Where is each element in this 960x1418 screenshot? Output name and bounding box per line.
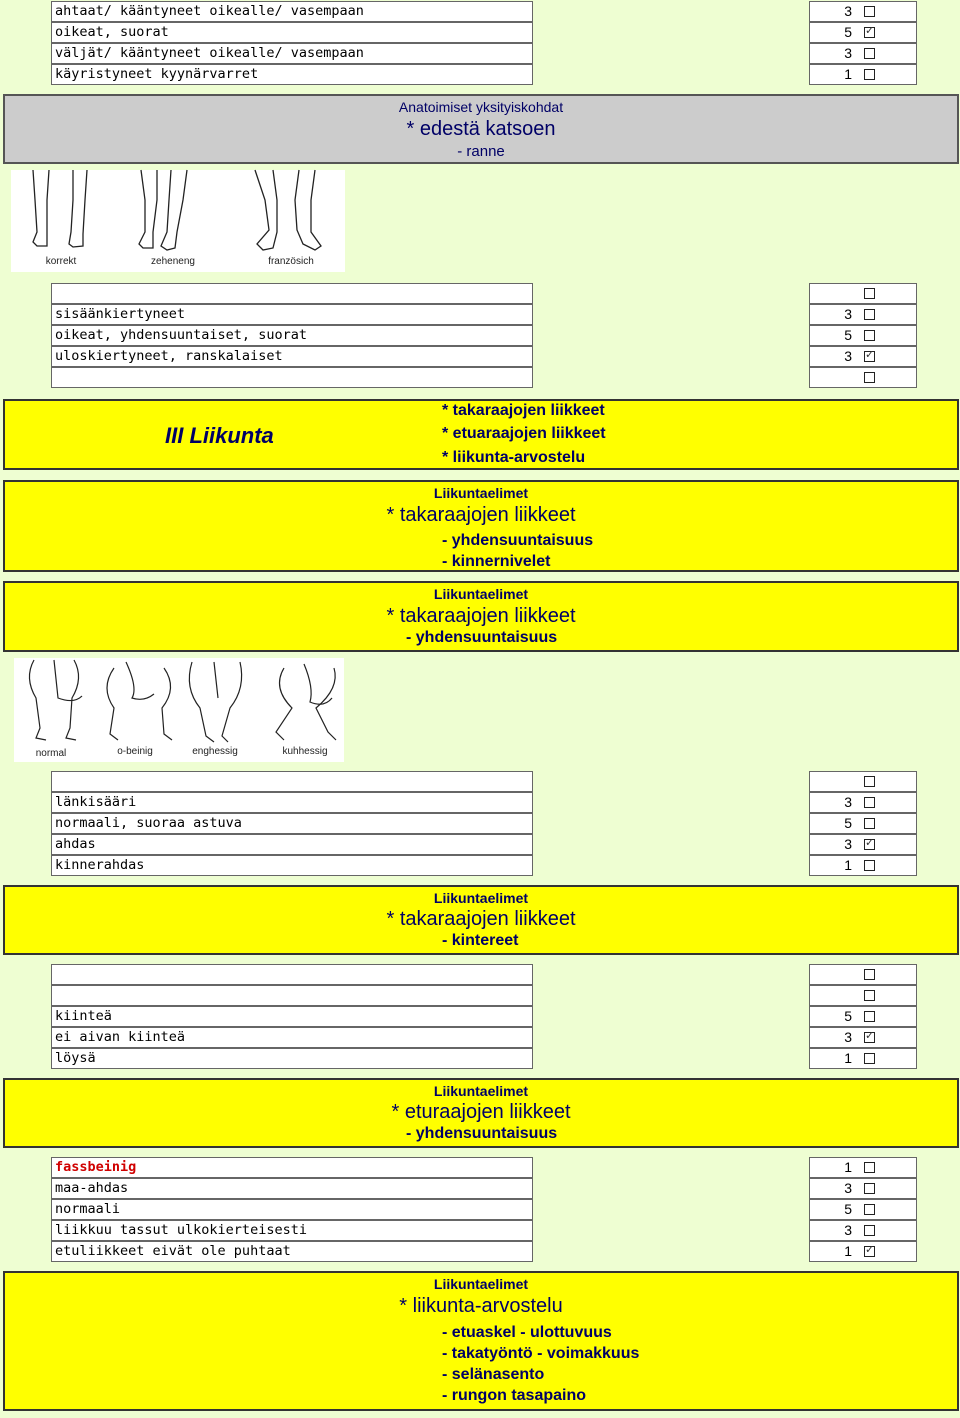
item-label: oikeat, suorat <box>51 22 533 43</box>
score-value: 3 <box>844 45 852 61</box>
score-cell <box>809 792 917 813</box>
item-label: normaali <box>51 1199 533 1220</box>
list-item <box>0 283 960 304</box>
score-cell <box>809 1178 917 1199</box>
caption-zeheneng: zeheneng <box>123 256 223 267</box>
info-box-movement <box>3 1271 959 1411</box>
item-label: normaali, suoraa astuva <box>51 813 533 834</box>
score-cell <box>809 346 917 367</box>
checkbox[interactable] <box>864 309 875 320</box>
front-legs-drawing <box>11 170 345 260</box>
rear-legs-drawing <box>14 658 344 748</box>
score-cell <box>809 304 917 325</box>
item-label <box>51 283 533 304</box>
score-value: 3 <box>844 306 852 322</box>
score-value: 3 <box>844 1180 852 1196</box>
info-box-rear-1 <box>3 480 959 572</box>
checkbox[interactable] <box>864 1225 875 1236</box>
rear-legs-illustration <box>14 658 344 762</box>
item-label: etuliikkeet eivät ole puhtaat <box>51 1241 533 1262</box>
item-label: länkisääri <box>51 792 533 813</box>
score-value: 3 <box>844 348 852 364</box>
list-item <box>0 1199 960 1220</box>
list-item <box>0 367 960 388</box>
score-value: 5 <box>844 24 852 40</box>
item-label: väljät/ kääntyneet oikealle/ vasempaan <box>51 43 533 64</box>
score-cell <box>809 22 917 43</box>
score-value: 3 <box>844 794 852 810</box>
item-label: sisäänkiertyneet <box>51 304 533 325</box>
score-cell <box>809 64 917 85</box>
score-cell <box>809 1220 917 1241</box>
score-value: 3 <box>844 836 852 852</box>
caption-kuhhessig: kuhhessig <box>270 746 340 757</box>
list-item <box>0 22 960 43</box>
checkbox[interactable] <box>864 1204 875 1215</box>
item-label: maa-ahdas <box>51 1178 533 1199</box>
item-label <box>51 367 533 388</box>
list-item <box>0 304 960 325</box>
header-line-3: - ranne <box>457 143 505 160</box>
score-cell <box>809 1241 917 1262</box>
header-line-2: * edestä katsoen <box>406 118 556 140</box>
box-title: * takaraajojen liikkeet <box>386 605 576 627</box>
score-cell <box>809 1027 917 1048</box>
item-label: kiinteä <box>51 1006 533 1027</box>
checkbox[interactable] <box>864 1162 875 1173</box>
info-box-front <box>3 1078 959 1148</box>
box-title: * eturaajojen liikkeet <box>391 1101 571 1123</box>
section-title: III Liikunta <box>165 423 274 448</box>
score-cell <box>809 1 917 22</box>
list-item <box>0 792 960 813</box>
item-label <box>51 771 533 792</box>
box-title: * takaraajojen liikkeet <box>386 908 576 930</box>
header-line-1: Anatoimiset yksityiskohdat <box>398 99 564 115</box>
box-sub: - selänasento <box>442 1366 545 1383</box>
checkbox[interactable] <box>864 288 875 299</box>
score-cell <box>809 283 917 304</box>
front-legs-illustration <box>11 170 345 272</box>
grey-section-header <box>3 94 959 164</box>
list-item <box>0 985 960 1006</box>
item-label: liikkuu tassut ulkokierteisesti <box>51 1220 533 1241</box>
score-value: 1 <box>844 1050 852 1066</box>
score-value: 5 <box>844 1008 852 1024</box>
box-sub: - yhdensuuntaisuus <box>406 629 558 646</box>
caption-korrekt: korrekt <box>11 256 111 267</box>
box-sub: - yhdensuuntaisuus <box>442 532 594 549</box>
score-cell <box>809 367 917 388</box>
item-label: kinnerahdas <box>51 855 533 876</box>
box-heading: Liikuntaelimet <box>433 485 529 501</box>
box-heading: Liikuntaelimet <box>433 1083 529 1099</box>
list-item <box>0 43 960 64</box>
checkbox[interactable] <box>864 330 875 341</box>
list-item <box>0 1 960 22</box>
list-item <box>0 325 960 346</box>
score-cell <box>809 43 917 64</box>
checkbox[interactable] <box>864 969 875 980</box>
list-item <box>0 64 960 85</box>
checkbox[interactable] <box>864 1246 875 1257</box>
score-cell <box>809 1157 917 1178</box>
caption-franzosich: französich <box>241 256 341 267</box>
checkbox[interactable] <box>864 27 875 38</box>
item-label: fassbeinig <box>51 1157 533 1178</box>
checkbox[interactable] <box>864 1053 875 1064</box>
score-cell <box>809 813 917 834</box>
checkbox[interactable] <box>864 818 875 829</box>
score-value: 5 <box>844 327 852 343</box>
list-item <box>0 813 960 834</box>
caption-normal: normal <box>16 748 86 759</box>
section-3-header <box>3 399 959 470</box>
score-value: 1 <box>844 66 852 82</box>
list-item <box>0 964 960 985</box>
score-cell <box>809 771 917 792</box>
checkbox[interactable] <box>864 1032 875 1043</box>
list-item <box>0 1157 960 1178</box>
item-label: ahtaat/ kääntyneet oikealle/ vasempaan <box>51 1 533 22</box>
list-item <box>0 1241 960 1262</box>
box-sub: - kinnernivelet <box>442 553 551 570</box>
score-value: 3 <box>844 1029 852 1045</box>
score-cell <box>809 855 917 876</box>
checkbox[interactable] <box>864 351 875 362</box>
item-label: ahdas <box>51 834 533 855</box>
box-title: * takaraajojen liikkeet <box>386 504 576 526</box>
section-item: * liikunta-arvostelu <box>442 449 586 466</box>
list-item <box>0 1027 960 1048</box>
section-item: * etuaraajojen liikkeet <box>442 425 606 442</box>
checkbox[interactable] <box>864 990 875 1001</box>
caption-o-beinig: o-beinig <box>100 746 170 757</box>
list-item <box>0 1048 960 1069</box>
list-item <box>0 855 960 876</box>
checkbox[interactable] <box>864 839 875 850</box>
score-cell <box>809 325 917 346</box>
score-value: 1 <box>844 1159 852 1175</box>
checkbox[interactable] <box>864 6 875 17</box>
item-label <box>51 985 533 1006</box>
box-title: * liikunta-arvostelu <box>399 1295 563 1317</box>
checkbox[interactable] <box>864 797 875 808</box>
item-label: ei aivan kiinteä <box>51 1027 533 1048</box>
checkbox[interactable] <box>864 48 875 59</box>
checkbox[interactable] <box>864 776 875 787</box>
info-box-rear-2 <box>3 581 959 652</box>
checkbox[interactable] <box>864 372 875 383</box>
box-heading: Liikuntaelimet <box>433 1276 529 1292</box>
score-value: 5 <box>844 815 852 831</box>
checkbox[interactable] <box>864 1183 875 1194</box>
score-value: 1 <box>844 1243 852 1259</box>
item-label: uloskiertyneet, ranskalaiset <box>51 346 533 367</box>
score-cell <box>809 1048 917 1069</box>
box-sub: - kintereet <box>442 932 519 949</box>
score-value: 3 <box>844 1222 852 1238</box>
info-box-rear-3 <box>3 885 959 955</box>
score-cell <box>809 1006 917 1027</box>
box-sub: - rungon tasapaino <box>442 1387 586 1404</box>
list-item <box>0 834 960 855</box>
caption-enghessig: enghessig <box>180 746 250 757</box>
checkbox[interactable] <box>864 860 875 871</box>
list-item <box>0 1178 960 1199</box>
item-label: löysä <box>51 1048 533 1069</box>
list-item <box>0 346 960 367</box>
score-value: 1 <box>844 857 852 873</box>
score-value: 5 <box>844 1201 852 1217</box>
item-label: oikeat, yhdensuuntaiset, suorat <box>51 325 533 346</box>
item-label: käyristyneet kyynärvarret <box>51 64 533 85</box>
checkbox[interactable] <box>864 1011 875 1022</box>
section-item: * takaraajojen liikkeet <box>442 402 605 419</box>
score-cell <box>809 964 917 985</box>
score-value: 3 <box>844 3 852 19</box>
list-item <box>0 1220 960 1241</box>
score-cell <box>809 985 917 1006</box>
box-sub: - etuaskel - ulottuvuus <box>442 1324 612 1341</box>
box-sub: - takatyöntö - voimakkuus <box>442 1345 640 1362</box>
score-cell <box>809 1199 917 1220</box>
box-sub: - yhdensuuntaisuus <box>406 1125 558 1142</box>
box-heading: Liikuntaelimet <box>433 890 529 906</box>
score-cell <box>809 834 917 855</box>
box-heading: Liikuntaelimet <box>433 586 529 602</box>
list-item <box>0 771 960 792</box>
item-label <box>51 964 533 985</box>
checkbox[interactable] <box>864 69 875 80</box>
list-item <box>0 1006 960 1027</box>
